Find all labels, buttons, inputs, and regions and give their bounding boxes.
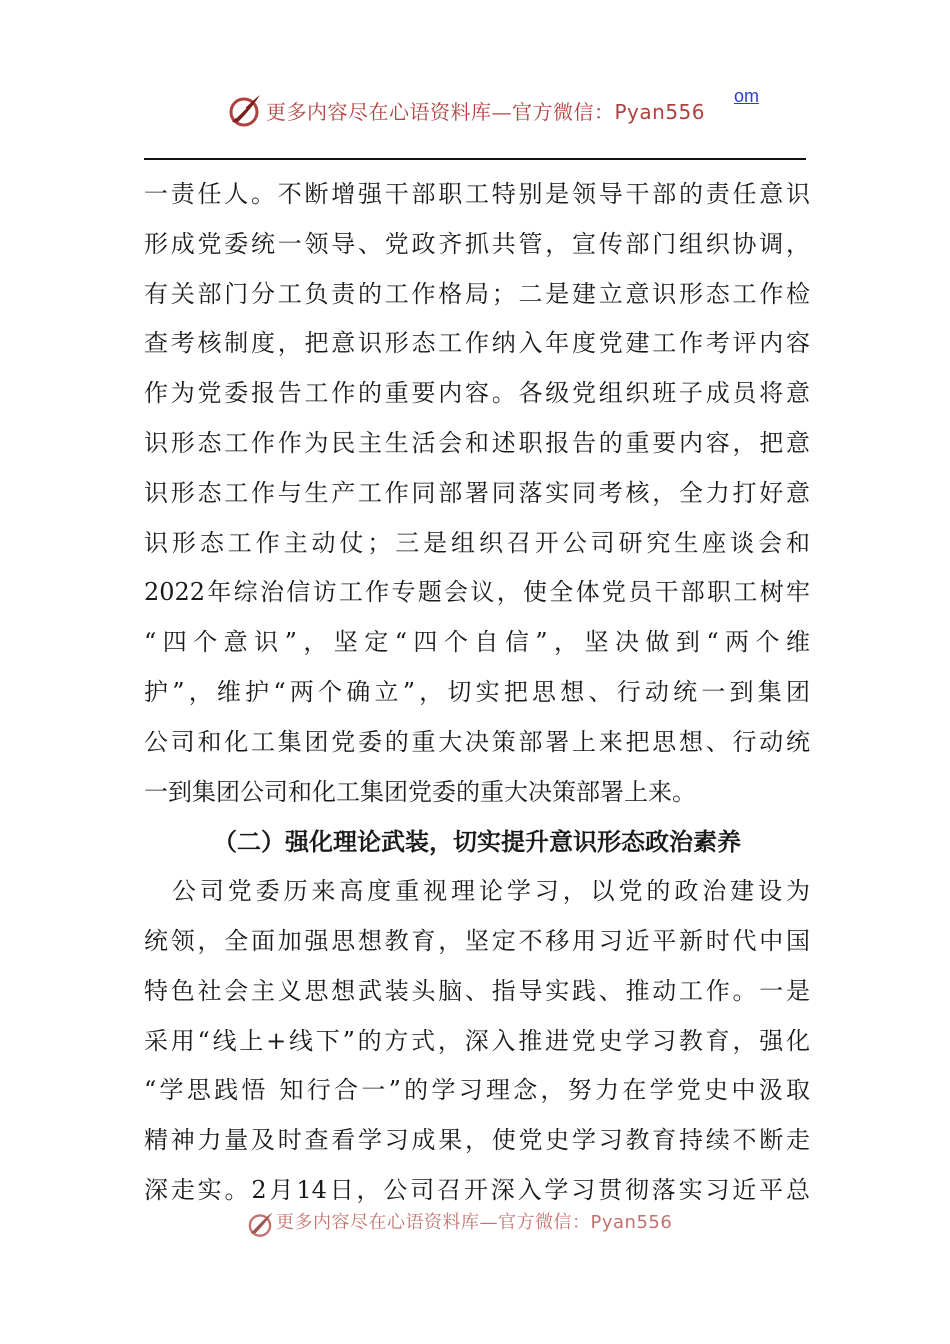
quill-logo-icon <box>246 1210 274 1238</box>
footer-wechat-id: Pyan556 <box>590 1212 673 1233</box>
body-line: 一到集团公司和化工集团党委的重大决策部署上来。 <box>144 777 696 806</box>
quill-logo-icon <box>226 92 262 128</box>
header-wechat-id: Pyan556 <box>614 100 706 124</box>
body-line: 采用“线上+线下”的方式，深入推进党史学习教育，强化 <box>144 1026 810 1055</box>
body-line: 识形态工作主动仗；三是组织召开公司研究生座谈会和 <box>144 528 810 557</box>
page-footer <box>246 1206 766 1240</box>
header-watermark <box>266 96 705 125</box>
body-line: 精神力量及时查看学习成果，使党史学习教育持续不断走 <box>144 1126 810 1155</box>
body-line: “四个意识”，坚定“四个自信”，坚决做到“两个维 <box>144 628 810 657</box>
body-line: 有关部门分工负责的工作格局；二是建立意识形态工作检 <box>144 279 810 308</box>
section-heading: （二）强化理论武装，切实提升意识形态政治素养 <box>213 827 741 857</box>
body-line: “学思践悟 知行合一”的学习理念，努力在学党史中汲取 <box>144 1076 810 1105</box>
header-divider <box>144 158 806 160</box>
body-line: 识形态工作作为民主生活会和述职报告的重要内容，把意 <box>144 428 810 457</box>
body-line: 公司党委历来高度重视理论学习，以党的政治建设为 <box>144 877 810 906</box>
body-line: 识形态工作与生产工作同部署同落实同考核，全力打好意 <box>144 478 810 507</box>
body-line: 形成党委统一领导、党政齐抓共管，宣传部门组织协调， <box>144 229 810 258</box>
header-watermark-text: 更多内容尽在心语资料库—官方微信： <box>266 100 615 124</box>
body-line: 2022年综治信访工作专题会议，使全体党员干部职工树牢 <box>144 578 810 607</box>
body-line: 统领，全面加强思想教育，坚定不移用习近平新时代中国 <box>144 926 810 955</box>
body-line: 一责任人。不断增强干部职工特别是领导干部的责任意识 <box>144 180 810 208</box>
footer-watermark <box>276 1208 672 1234</box>
footer-watermark-text: 更多内容尽在心语资料库—官方微信： <box>276 1212 591 1233</box>
body-line: 深走实。2月14日，公司召开深入学习贯彻落实习近平总 <box>144 1175 810 1204</box>
body-line: 作为党委报告工作的重要内容。各级党组织班子成员将意 <box>144 379 810 408</box>
document-body <box>144 170 810 1216</box>
body-line: 公司和化工集团党委的重大决策部署上来把思想、行动统 <box>144 727 810 756</box>
page-header <box>226 86 786 132</box>
header-url-link[interactable]: om <box>734 86 760 106</box>
body-line: 查考核制度，把意识形态工作纳入年度党建工作考评内容 <box>144 329 810 358</box>
body-line: 护”，维护“两个确立”，切实把思想、行动统一到集团 <box>144 677 810 706</box>
body-line: 特色社会主义思想武装头脑、指导实践、推动工作。一是 <box>144 976 810 1005</box>
